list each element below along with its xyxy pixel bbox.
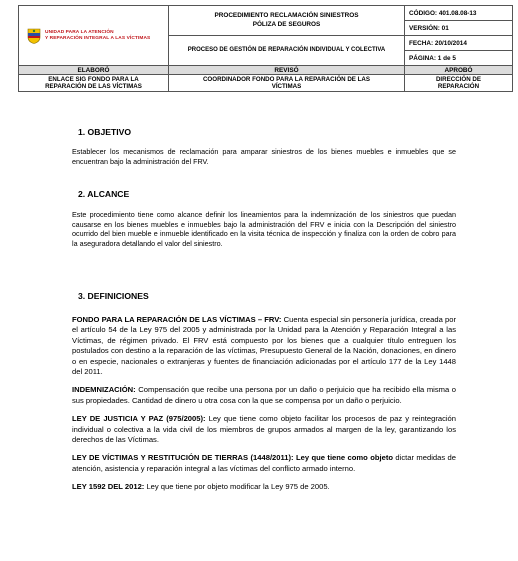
logo-cell (19, 6, 169, 66)
definition-text: Ley que tiene como objeto facilitar los procesos de paz y reintegración individual o colectiva a la vida civil de los miembros de grupos armados al margen de la ley, garantizando los derechos de las Víctimas. (72, 414, 456, 445)
aprobo-value-line1: DIRECCIÓN DE (435, 75, 482, 83)
elaboro-value-line1: ENLACE SIG FONDO PARA LA (48, 75, 139, 83)
section-definiciones-title: 3. DEFINICIONES (78, 291, 149, 301)
aprobo-value-line2: REPARACIÓN (437, 83, 480, 90)
definition-text: dictar medidas de atención, asistencia y reparación integral a las víctimas del conflicto armado interno. (72, 453, 456, 473)
elaboro-label: ELABORÓ (19, 66, 169, 75)
coat-of-arms-icon (27, 28, 41, 44)
definition-item (72, 414, 456, 445)
fecha-cell: FECHA: 20/10/2014 (405, 36, 513, 51)
aprobo-value (405, 75, 513, 92)
definition-text: Cuenta especial sin personería jurídica, creada por el artículo 54 de la Ley 975 del 2005 y administrada por la Unidad para la Atención y Reparación Integral a las Víctimas, de régimen privado. El FRV está compuesto por los bienes que a cualquier título entreguen los postulados con destino a la reparación de las víctimas, Presupuesto General de la Nación, donaciones, en dinero o en especie, nacionales o extranjeras y fuentes de financiación adicionadas por el artículo 177 de la Ley 1448 del 2011. (72, 315, 456, 377)
procedure-title-cell (169, 6, 405, 36)
definitions-list (72, 315, 456, 493)
procedure-title-line1: PROCEDIMIENTO RECLAMACIÓN SINIESTROS (214, 12, 359, 19)
elaboro-value-line2: REPARACIÓN DE LAS VÍCTIMAS (45, 83, 142, 90)
codigo-cell: CÓDIGO: 401.08.08-13 (405, 6, 513, 21)
logo-text-line2: Y REPARACIÓN INTEGRAL A LAS VÍCTIMAS (45, 35, 151, 41)
definition-term: LEY DE JUSTICIA Y PAZ (975/2005): (72, 414, 206, 424)
elaboro-value (19, 75, 169, 92)
section-alcance-text: Este procedimiento tiene como alcance definir los lineamientos para la indemnización de los siniestros que puedan causarse en los bienes muebles e inmuebles bajo la administración del FRV e inicia con la Descripción del siniestro ocurrido del bien mueble e inmueble identificado en la visita técnica de inspección y finaliza con la orden de cobro para la aseguradora detallando el valor del siniestro. (72, 210, 456, 248)
reviso-value-line1: COORDINADOR FONDO PARA LA REPARACIÓN DE LAS (202, 75, 371, 83)
definition-item (72, 453, 456, 474)
aprobo-label: APROBÓ (405, 66, 513, 75)
section-objetivo-title: 1. OBJETIVO (78, 127, 132, 137)
logo-text-line1: UNIDAD PARA LA ATENCIÓN (45, 29, 114, 35)
definition-item (72, 315, 456, 377)
section-objetivo-text: Establecer los mecanismos de reclamación para amparar siniestros de los bienes muebles e inmuebles que se encuentran bajo la administración del FRV. (72, 147, 456, 166)
definition-text: Ley que tiene por objeto modificar la Ley 975 de 2005. (144, 482, 330, 492)
definition-term: INDEMNIZACIÓN: (72, 385, 136, 395)
reviso-value (169, 75, 405, 92)
process-subtitle-cell: PROCESO DE GESTIÓN DE REPARACIÓN INDIVIDUAL Y COLECTIVA (169, 36, 405, 66)
procedure-title-line2: PÓLIZA DE SEGUROS (252, 20, 321, 28)
definition-term: LEY 1592 DEL 2012: (72, 482, 145, 492)
reviso-label: REVISÓ (169, 66, 405, 75)
definition-item (72, 385, 456, 406)
section-alcance-title: 2. ALCANCE (78, 189, 130, 199)
version-cell: VERSIÓN: 01 (405, 21, 513, 36)
reviso-value-line2: VÍCTIMAS (271, 83, 302, 90)
document-header-table (18, 5, 513, 92)
unidad-victimas-logo (19, 28, 168, 44)
definition-term: LEY DE VÍCTIMAS Y RESTITUCIÓN DE TIERRAS (1448/2011): Ley que tiene como objeto (72, 453, 394, 463)
definition-item (72, 482, 456, 492)
definition-term: FONDO PARA LA REPARACIÓN DE LAS VÍCTIMAS – FRV: (72, 315, 282, 324)
definition-text: Compensación que recibe una persona por un daño o perjuicio que ha recibido ella misma o sus propiedades. Cantidad de dinero u otra cosa con la que se compensa por un daño o perjuicio. (72, 385, 456, 405)
pagina-cell: PÁGINA: 1 de 5 (405, 51, 513, 66)
